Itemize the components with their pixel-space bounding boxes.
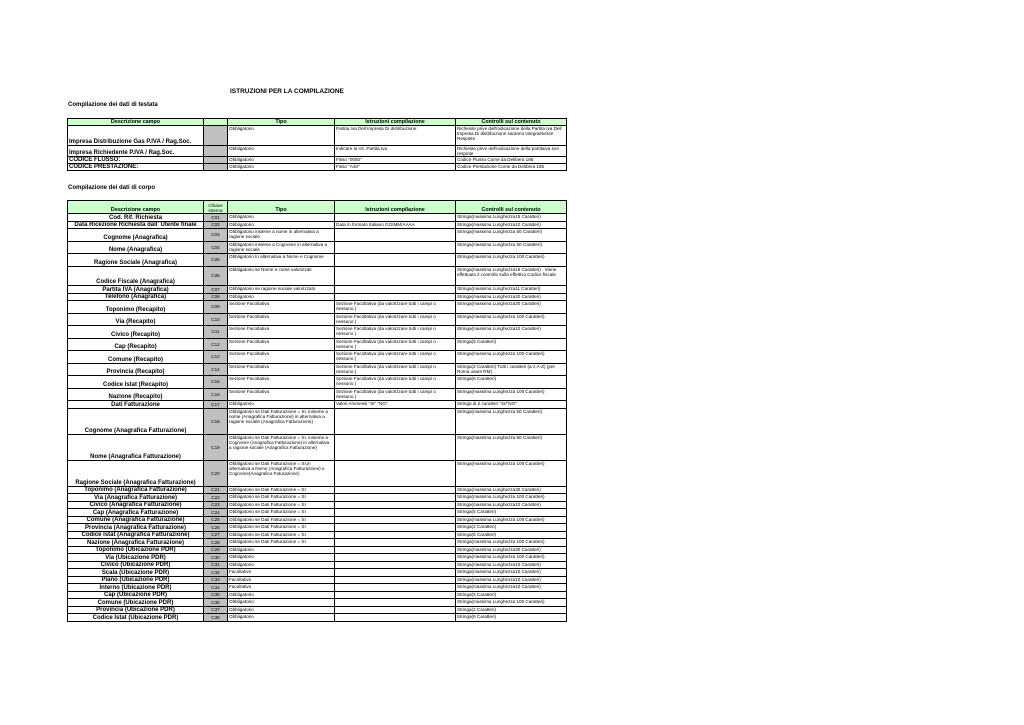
field-description: Via (Ubicazione PDR) <box>68 554 204 562</box>
field-checks: Stringa(5 Caratteri) <box>456 338 567 351</box>
field-checks: Stringa(massima Lunghezza 50 Caratteri) <box>456 434 567 460</box>
key-cell <box>204 146 228 157</box>
field-description: Telefono (Anagrafica) <box>68 293 204 301</box>
field-description: Civico (Anagrafica Fatturazione) <box>68 501 204 509</box>
key-cell <box>204 164 228 171</box>
key-cell: C14 <box>204 363 228 376</box>
field-description: Codice Istat (Anagrafica Fatturazione) <box>68 531 204 539</box>
field-description: Toponimo (Ubicazione PDR) <box>68 546 204 554</box>
field-instructions <box>335 266 456 286</box>
field-description: Cap (Recapito) <box>68 338 204 351</box>
key-cell: C17 <box>204 401 228 409</box>
key-cell: C26 <box>204 524 228 532</box>
key-cell: C18 <box>204 408 228 434</box>
key-cell: C21 <box>204 486 228 494</box>
field-description: Cap (Ubicazione PDR) <box>68 591 204 599</box>
table-row <box>68 301 567 314</box>
field-instructions <box>335 546 456 554</box>
key-cell: C19 <box>204 434 228 460</box>
field-type: Obbligatorio se Nome e come valorizzati <box>228 266 335 286</box>
field-type: Obbligatorio insieme a nome in alternativa a ragione sociale <box>228 229 335 242</box>
field-checks: Stringa(massima Lunghezza16 Caratteri) . Viene effettuato il controllo sulla effettivo Codice fiscale <box>456 266 567 286</box>
field-instructions <box>335 576 456 584</box>
key-cell: C37 <box>204 606 228 614</box>
table-row <box>68 486 567 494</box>
table-row <box>68 351 567 364</box>
field-checks: Stringa(5 Caratteri) <box>456 509 567 517</box>
header-istruzioni: Istruzioni compilazione <box>335 119 456 126</box>
header-tipo: Tipo <box>228 201 335 214</box>
field-instructions <box>335 494 456 502</box>
corpo-table <box>67 200 567 622</box>
field-instructions: Partita Iva Dell Impresa Di distribuzione <box>335 126 456 146</box>
field-checks: Codice Flusso Come da Delibera 185 <box>456 157 567 164</box>
key-cell: C11 <box>204 326 228 339</box>
table-row <box>68 363 567 376</box>
field-description: Ragione Sociale (Anagrafica) <box>68 254 204 267</box>
key-cell: C36 <box>204 599 228 607</box>
field-checks: Stringa(massima Lunghezza 100 Caratteri) <box>456 539 567 547</box>
field-type: Obbligatorio <box>228 126 335 146</box>
field-description: Via (Recapito) <box>68 313 204 326</box>
field-description: Cod. Rif. Richiesta <box>68 214 204 222</box>
table-row <box>68 126 567 146</box>
field-instructions <box>335 614 456 622</box>
page-title: ISTRUZIONI PER LA COMPILAZIONE <box>230 88 344 95</box>
key-cell: C28 <box>204 539 228 547</box>
field-checks: Stringa(massima Lunghezza 50 Caratteri) <box>456 241 567 254</box>
field-type: Obbligatorio <box>228 614 335 622</box>
key-cell: C24 <box>204 509 228 517</box>
header-tipo: Tipo <box>228 119 335 126</box>
field-instructions: Sezione Facoltativa (da valorizzare tutti i campi o nessuno ) <box>335 388 456 401</box>
key-cell: C08 <box>204 293 228 301</box>
field-instructions <box>335 524 456 532</box>
key-cell: C02 <box>204 221 228 229</box>
table-row <box>68 434 567 460</box>
table-row <box>68 221 567 229</box>
field-description: Toponimo (Anagrafica Fatturazione) <box>68 486 204 494</box>
table-row <box>68 401 567 409</box>
field-instructions <box>335 434 456 460</box>
field-description: Nazione (Recapito) <box>68 388 204 401</box>
field-description: Codice Fiscale (Anagrafica) <box>68 266 204 286</box>
field-description: Nazione (Anagrafica Fatturazione) <box>68 539 204 547</box>
field-checks: Stringa(massima Lunghezza30 Caratteri) <box>456 301 567 314</box>
table-row <box>68 214 567 222</box>
field-type: Obbligatorio se Dati Fatturazione = SI <box>228 486 335 494</box>
field-checks: Stringa(massima Lunghezza 100 Caratteri) <box>456 254 567 267</box>
field-checks: Stringa(6 Caratteri) <box>456 614 567 622</box>
field-checks: Stringa(massima Lunghezza30 Caratteri) <box>456 486 567 494</box>
key-cell: C05 <box>204 254 228 267</box>
table-row <box>68 164 567 171</box>
table-row <box>68 494 567 502</box>
field-description: Provincia (Ubicazione PDR) <box>68 606 204 614</box>
table-row <box>68 157 567 164</box>
field-checks: Stringa(massima Lunghezza 50 Caratteri) <box>456 408 567 434</box>
field-instructions <box>335 539 456 547</box>
field-type: Obbligatorio <box>228 599 335 607</box>
field-instructions <box>335 486 456 494</box>
key-cell: C34 <box>204 584 228 592</box>
field-checks: Stringa(massima Lunghezza30 Caratteri) <box>456 546 567 554</box>
table-row <box>68 313 567 326</box>
table-header-row <box>68 119 567 126</box>
field-instructions <box>335 214 456 222</box>
field-description: Interno (Ubicazione PDR) <box>68 584 204 592</box>
field-type: Obbligatorio <box>228 591 335 599</box>
table-row <box>68 501 567 509</box>
field-instructions <box>335 606 456 614</box>
field-checks: Stringa(massima Lunghezza 100 Caratteri) <box>456 388 567 401</box>
field-type: Obbligatorio <box>228 401 335 409</box>
table-row <box>68 509 567 517</box>
table-row <box>68 229 567 242</box>
field-checks: Stringa(2 Caratteri) <box>456 606 567 614</box>
field-type: Obbligatorio se ragione sociale valorizzato <box>228 286 335 294</box>
key-cell: C29 <box>204 546 228 554</box>
header-chiave-empty <box>204 119 228 126</box>
field-instructions: Data In formato Italiano GG/MM/AAAA <box>335 221 456 229</box>
field-instructions <box>335 516 456 524</box>
field-type: Obbligatorio <box>228 157 335 164</box>
field-instructions <box>335 254 456 267</box>
field-description: Civico (Ubicazione PDR) <box>68 561 204 569</box>
field-type: Facoltativo <box>228 576 335 584</box>
table-row <box>68 241 567 254</box>
key-cell: C09 <box>204 301 228 314</box>
key-cell: C10 <box>204 313 228 326</box>
key-cell: C07 <box>204 286 228 294</box>
field-type: Obbligatorio se Dati Fatturazione = SI, insieme a nome (Anagrafica Fatturazione) in alternativa a ragione sociale (Anagrafica Fatturazione) <box>228 408 335 434</box>
table-row <box>68 524 567 532</box>
field-description: Impresa Richiedente P.IVA / Rag.Soc. <box>68 146 204 157</box>
table-row <box>68 266 567 286</box>
field-description: Dati Fatturazione <box>68 401 204 409</box>
field-instructions <box>335 408 456 434</box>
table-row <box>68 569 567 577</box>
field-instructions <box>335 509 456 517</box>
field-description: Cap (Anagrafica Fatturazione) <box>68 509 204 517</box>
field-type: Sezione Facoltativa <box>228 376 335 389</box>
field-type: Obbligatorio <box>228 561 335 569</box>
field-instructions: Sezione Facoltativa (da valorizzare tutti i campi o nessuno ) <box>335 313 456 326</box>
key-cell: C31 <box>204 561 228 569</box>
field-description: Nome (Anagrafica Fatturazione) <box>68 434 204 460</box>
field-instructions <box>335 584 456 592</box>
table-row <box>68 376 567 389</box>
field-type: Obbligatorio insieme a Cognome in alternativa a ragione sociale <box>228 241 335 254</box>
header-descrizione: Descrizione campo <box>68 119 204 126</box>
header-chiave: Chiave interna <box>204 201 228 214</box>
field-type: Sezione Facoltativa <box>228 388 335 401</box>
field-instructions: Sezione Facoltativa (da valorizzare tutti i campi o nessuno ) <box>335 351 456 364</box>
field-description: Codice Istat (Recapito) <box>68 376 204 389</box>
table-row <box>68 599 567 607</box>
table-row <box>68 561 567 569</box>
field-description: Toponimo (Recapito) <box>68 301 204 314</box>
field-type: Sezione Facoltativa <box>228 313 335 326</box>
section-title-corpo: Compilazione dei dati di corpo <box>68 185 156 191</box>
field-checks: Codice Prestazione Come da Delibera 185 <box>456 164 567 171</box>
field-checks: Stringa(massima Lunghezza10 Caratteri) <box>456 569 567 577</box>
field-type: Facoltativo <box>228 584 335 592</box>
key-cell: C16 <box>204 388 228 401</box>
header-istruzioni: Istruzioni compilazione <box>335 201 456 214</box>
field-type: Sezione Facoltativa <box>228 351 335 364</box>
field-description: Comune (Anagrafica Fatturazione) <box>68 516 204 524</box>
field-instructions: Valori Ammessi "SI" "NO" <box>335 401 456 409</box>
field-type: Obbligatorio <box>228 214 335 222</box>
table-row <box>68 254 567 267</box>
field-instructions <box>335 569 456 577</box>
field-description: Partita IVA (Anagrafica) <box>68 286 204 294</box>
header-controlli: Controlli sul contenuto <box>456 119 567 126</box>
field-type: Obbligatorio se Dati Fatturazione = SI <box>228 494 335 502</box>
table-row <box>68 546 567 554</box>
field-checks: Stringa(6 Caratteri) <box>456 531 567 539</box>
field-instructions <box>335 554 456 562</box>
table-row <box>68 584 567 592</box>
field-type: Obbligatorio <box>228 221 335 229</box>
table-row <box>68 591 567 599</box>
field-checks: Stringa(massima Lunghezza 100 Caratteri) <box>456 351 567 364</box>
field-description: Provincia (Anagrafica Fatturazione) <box>68 524 204 532</box>
key-cell: C30 <box>204 554 228 562</box>
field-instructions <box>335 229 456 242</box>
field-instructions <box>335 293 456 301</box>
field-checks: Stringa(massima Lunghezza10 Caratteri) <box>456 501 567 509</box>
field-checks: Stringa(massima Lunghezza10 Caratteri) <box>456 576 567 584</box>
field-instructions: Sezione Facoltativa (da valorizzare tutti i campi o nessuno ) <box>335 363 456 376</box>
field-instructions <box>335 501 456 509</box>
field-type: Obbligatorio <box>228 606 335 614</box>
field-type: Sezione Facoltativa <box>228 338 335 351</box>
field-checks: Stringa(massima Lunghezza10 Caratteri) <box>456 221 567 229</box>
key-cell: C32 <box>204 569 228 577</box>
field-description: Comune (Recapito) <box>68 351 204 364</box>
field-checks: Stringa(massima Lunghezza10 Caratteri) <box>456 561 567 569</box>
field-checks: Richieste prive dell'indicazione della Partita Iva Dell Impresa Di distribuzione saranno integralmente Respinte <box>456 126 567 146</box>
field-checks: Stringa(2 Caratteri) <box>456 524 567 532</box>
field-type: Obbligatorio In alternativa a Nome e Cognome <box>228 254 335 267</box>
table-row <box>68 576 567 584</box>
key-cell: C33 <box>204 576 228 584</box>
field-instructions: Indicare la Vs. Partita Iva <box>335 146 456 157</box>
field-description: Data Ricezione Richiesta dall' Utente finale <box>68 221 204 229</box>
table-row <box>68 408 567 434</box>
field-type: Obbligatorio <box>228 293 335 301</box>
field-instructions <box>335 591 456 599</box>
field-checks: Stringa(massima Lunghezza15 Caratteri) <box>456 214 567 222</box>
table-row <box>68 146 567 157</box>
table-row <box>68 614 567 622</box>
key-cell: C03 <box>204 229 228 242</box>
field-description: Scala (Ubicazione PDR) <box>68 569 204 577</box>
field-checks: Stringa(massima Lunghezza 100 Caratteri) <box>456 599 567 607</box>
table-row <box>68 293 567 301</box>
field-instructions <box>335 599 456 607</box>
table-row <box>68 539 567 547</box>
table-row <box>68 326 567 339</box>
field-description: Impresa Distribuzione Gas P.IVA / Rag.Soc. <box>68 126 204 146</box>
section-title-testata: Compilazione dei dati di testata <box>68 102 158 108</box>
key-cell <box>204 157 228 164</box>
table-row <box>68 531 567 539</box>
field-type: Obbligatorio se Dati Fatturazione = SI,in alternativa a Nome (Anagrafica Fatturazione) e Cognome(Anagrafica Faturazione) <box>228 460 335 486</box>
table-row <box>68 338 567 351</box>
field-checks: Stringa(massima Lunghezza 100 Caratteri) <box>456 516 567 524</box>
field-description: Comune (Ubicazione PDR) <box>68 599 204 607</box>
field-description: Civico (Recapito) <box>68 326 204 339</box>
key-cell: C12 <box>204 338 228 351</box>
field-instructions <box>335 561 456 569</box>
field-description: Cognome (Anagrafica) <box>68 229 204 242</box>
field-instructions <box>335 460 456 486</box>
key-cell: C01 <box>204 214 228 222</box>
key-cell: C20 <box>204 460 228 486</box>
field-type: Obbligatorio <box>228 164 335 171</box>
key-cell: C35 <box>204 591 228 599</box>
field-checks: Stringa(massima Lunghezza20 Caratteri) <box>456 293 567 301</box>
field-type: Facoltativo <box>228 569 335 577</box>
field-description: Via (Anagrafica Fatturazione) <box>68 494 204 502</box>
field-checks: Stringa(massima Lunghezza 100 Caratteri) <box>456 313 567 326</box>
field-checks: Richieste prive dell'indicazione della partitaiva son respinte <box>456 146 567 157</box>
key-cell: C15 <box>204 376 228 389</box>
field-checks: Stringa(massima Lunghezza 100 Caratteri) <box>456 460 567 486</box>
key-cell <box>204 126 228 146</box>
field-description: Codice Istat (Ubicazione PDR) <box>68 614 204 622</box>
field-checks: Stringa(massima Lunghezza 50 Caratteri) <box>456 229 567 242</box>
field-checks: Stringa(massima Lunghezza 100 Caratteri) <box>456 554 567 562</box>
field-instructions <box>335 241 456 254</box>
key-cell: C06 <box>204 266 228 286</box>
field-checks: Stringa di 2 caratteri "SI/"NO" <box>456 401 567 409</box>
table-row <box>68 606 567 614</box>
field-type: Obbligatorio se Dati Fatturazione = SI <box>228 516 335 524</box>
table-row <box>68 460 567 486</box>
field-description: Nome (Anagrafica) <box>68 241 204 254</box>
field-description: Ragione Sociale (Anagrafica Fatturazione) <box>68 460 204 486</box>
field-checks: Stringa(massima Lunghezza 100 Caratteri) <box>456 494 567 502</box>
field-type: Sezione Facoltativa <box>228 363 335 376</box>
field-instructions: Sezione Facoltativa (da valorizzare tutti i campi o nessuno ) <box>335 338 456 351</box>
field-type: Sezione Facoltativa <box>228 326 335 339</box>
field-type: Sezione Facoltativa <box>228 301 335 314</box>
testata-table <box>67 118 567 171</box>
field-type: Obbligatorio se Dati Fatturazione = SI <box>228 524 335 532</box>
field-checks: Stringa(2 Caratteri) Tutti i caratteri (a-z,A-Z) (per Roma usare RM) <box>456 363 567 376</box>
field-description: Provincia (Recapito) <box>68 363 204 376</box>
field-type: Obbligatorio se Dati Fatturazione = SI <box>228 539 335 547</box>
field-description: Cognome (Anagrafica Fatturazione) <box>68 408 204 434</box>
field-type: Obbligatorio <box>228 146 335 157</box>
table-row <box>68 388 567 401</box>
field-instructions: Sezione Facoltativa (da valorizzare tutti i campi o nessuno ) <box>335 376 456 389</box>
field-instructions <box>335 286 456 294</box>
key-cell: C27 <box>204 531 228 539</box>
field-checks: Stringa(6 Caratteri) <box>456 376 567 389</box>
field-checks: Stringa(5 Caratteri) <box>456 591 567 599</box>
field-type: Obbligatorio se Dati Fatturazione = SI <box>228 501 335 509</box>
key-cell: C22 <box>204 494 228 502</box>
key-cell: C04 <box>204 241 228 254</box>
key-cell: C23 <box>204 501 228 509</box>
table-row <box>68 516 567 524</box>
header-descrizione: Descrizione campo <box>68 201 204 214</box>
table-row <box>68 554 567 562</box>
field-instructions <box>335 531 456 539</box>
field-description: CODICE PRESTAZIONE: <box>68 164 204 171</box>
key-cell: C25 <box>204 516 228 524</box>
field-type: Obbligatorio <box>228 546 335 554</box>
field-instructions: Sezione Facoltativa (da valorizzare tutti i campi o nessuno ) <box>335 326 456 339</box>
field-instructions: Fisso "0050" <box>335 157 456 164</box>
field-checks: Stringa(massima Lunghezza10 Caratteri) <box>456 584 567 592</box>
field-type: Obbligatorio <box>228 554 335 562</box>
field-checks: Stringa(massima Lunghezza11 Caratteri) <box>456 286 567 294</box>
field-description: Piano (Ubicazione PDR) <box>68 576 204 584</box>
key-cell: C13 <box>204 351 228 364</box>
field-type: Obbligatorio se Dati Fatturazione = SI <box>228 531 335 539</box>
table-row <box>68 286 567 294</box>
field-instructions: Sezione Facoltativa (da valorizzare tutti i campi o nessuno ) <box>335 301 456 314</box>
field-description: CODICE FLUSSO: <box>68 157 204 164</box>
field-type: Obbligatorio se Dati Fatturazione = SI, insieme a Cognome (Anagrafica Fatturazione) in alternativa a ragione sociale (Anagrafica Fatturazione) <box>228 434 335 460</box>
field-type: Obbligatorio se Dati Fatturazione = SI <box>228 509 335 517</box>
field-instructions: Fisso "A40" <box>335 164 456 171</box>
key-cell: C38 <box>204 614 228 622</box>
table-header-row <box>68 201 567 214</box>
header-controlli: Controlli sul contenuto <box>456 201 567 214</box>
field-checks: Stringa(massima Lunghezza10 Caratteri) <box>456 326 567 339</box>
